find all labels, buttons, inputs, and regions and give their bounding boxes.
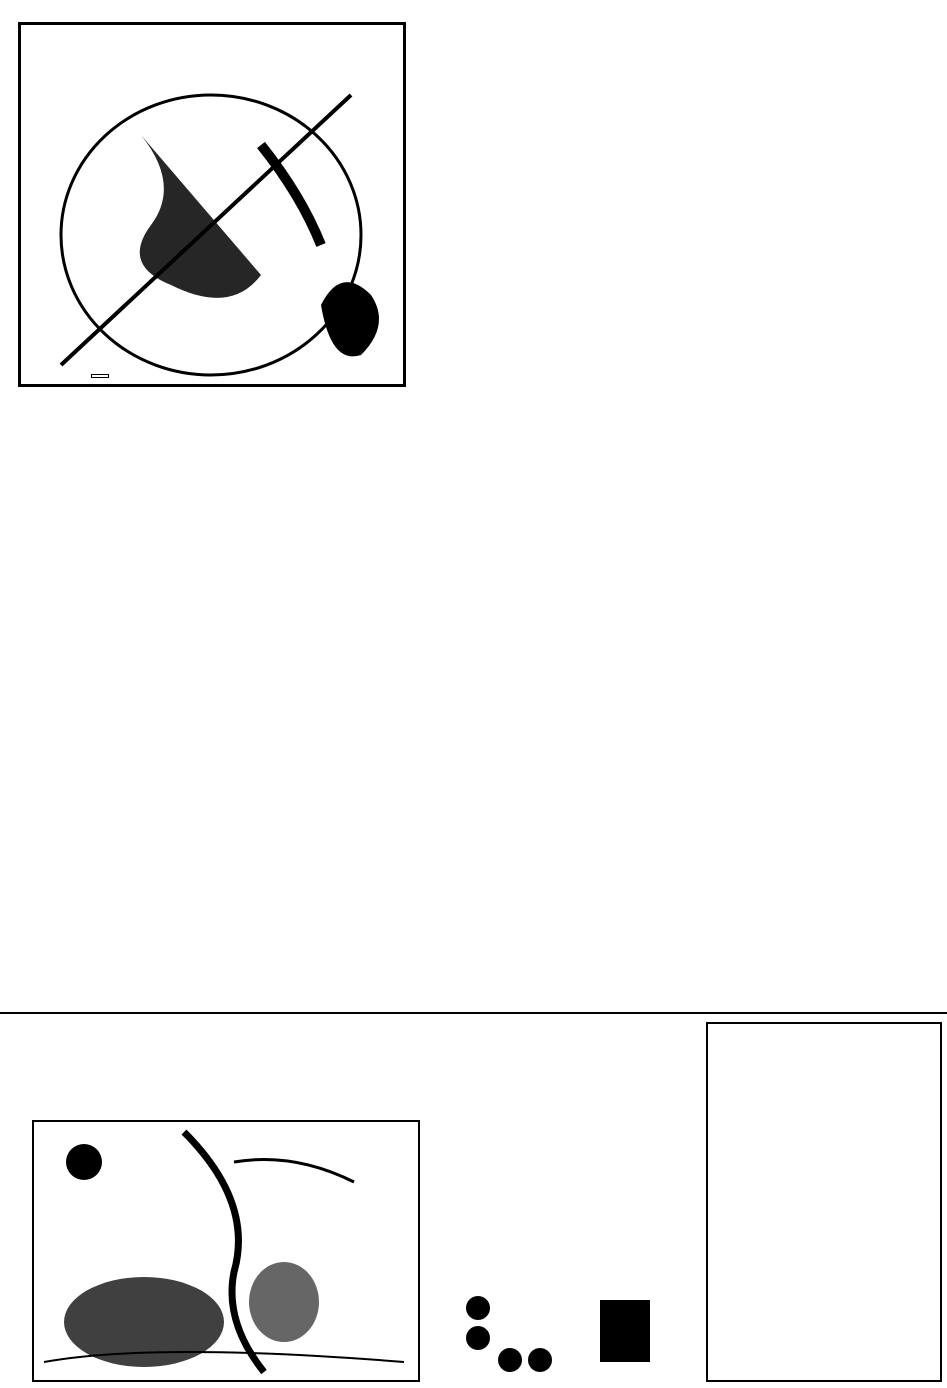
- ox-illustration: [32, 1120, 420, 1382]
- bottom-divider: [0, 1012, 947, 1014]
- decorative-figures: [460, 1290, 700, 1380]
- header-picture: [18, 22, 406, 387]
- decor-bottom: [460, 1290, 700, 1380]
- picture-footer: [91, 374, 109, 378]
- ox-drawing: [34, 1122, 418, 1380]
- five-elements-line: [714, 1192, 728, 1208]
- globe-drawing: [21, 25, 403, 385]
- two-color-wave-line: [714, 1304, 724, 1324]
- right-panel: [706, 1022, 942, 1382]
- draw-result-line: [0, 0, 947, 20]
